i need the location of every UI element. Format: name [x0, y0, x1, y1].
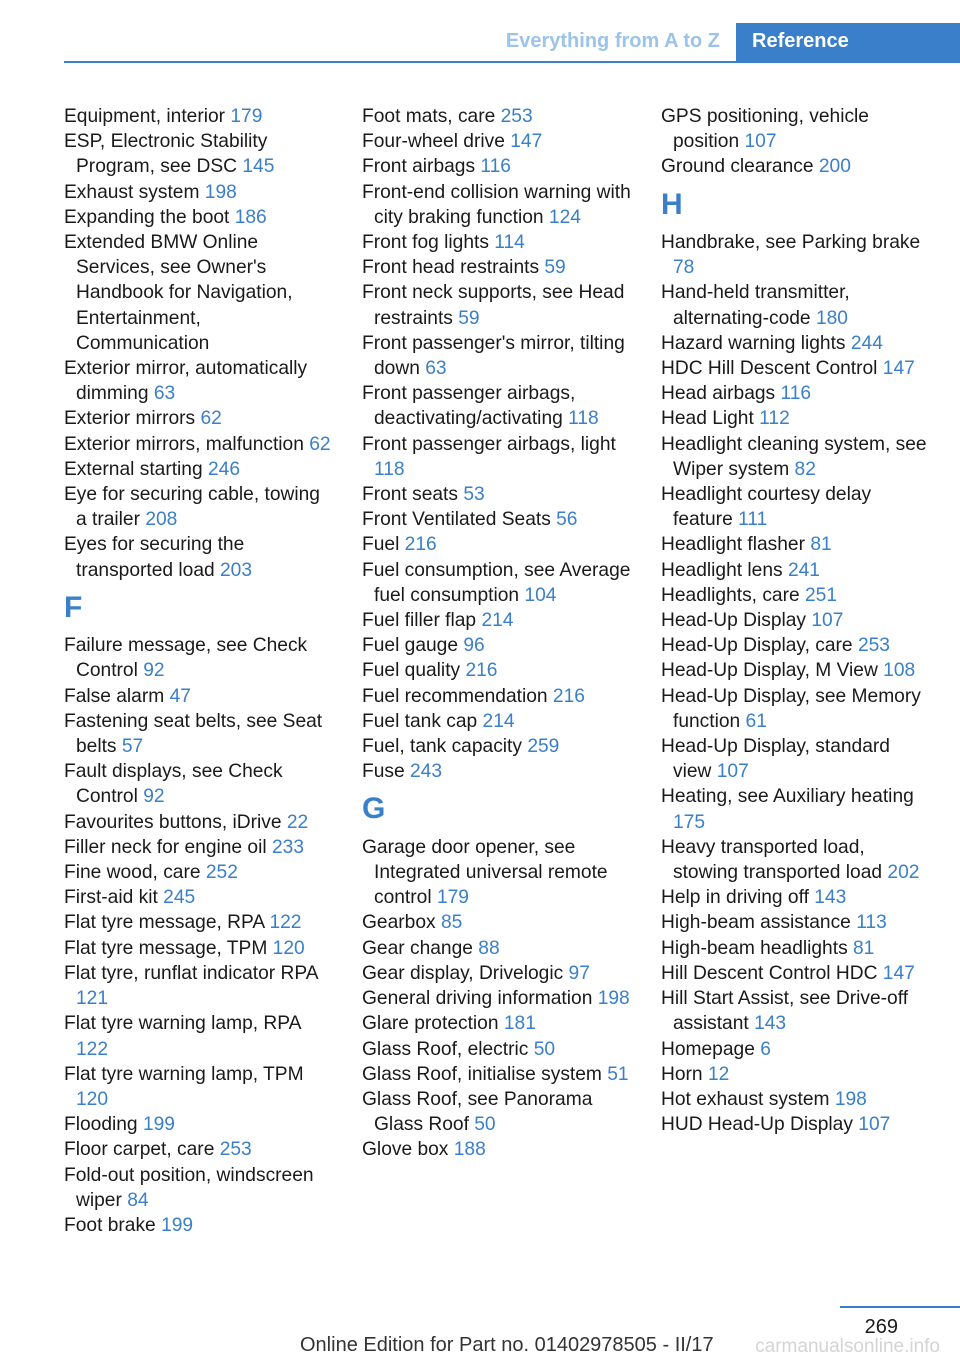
- index-entry-term: Headlight flasher: [661, 534, 805, 556]
- index-entry: [661, 633, 931, 658]
- index-entry: [362, 910, 632, 935]
- index-page-link[interactable]: 53: [463, 484, 485, 506]
- index-page-link[interactable]: 85: [440, 912, 463, 934]
- index-entry: [661, 432, 931, 482]
- index-page-link[interactable]: 12: [707, 1063, 730, 1085]
- index-page-link[interactable]: 120: [76, 1088, 109, 1110]
- index-entry-term: Head Light: [661, 408, 754, 430]
- index-entry: [661, 684, 931, 734]
- watermark: carmanualsonline.info: [755, 1336, 940, 1357]
- index-entry: [661, 784, 931, 834]
- index-page-link[interactable]: 56: [556, 509, 578, 531]
- index-page-link[interactable]: 51: [607, 1063, 629, 1085]
- index-entry: [64, 104, 334, 129]
- header-section-title: Everything from A to Z: [505, 30, 720, 52]
- index-page-link[interactable]: 118: [374, 458, 405, 480]
- index-entry: [64, 810, 334, 835]
- index-entry: [64, 432, 334, 457]
- index-entry-term: Hand-held transmitter, alternating-code: [661, 282, 850, 329]
- index-page-link[interactable]: 61: [745, 710, 767, 732]
- index-page-link[interactable]: 186: [234, 206, 267, 228]
- index-entry-term: Head-Up Display, care: [661, 635, 853, 657]
- index-entry: [661, 104, 931, 154]
- index-entry-term: Front fog lights: [362, 232, 489, 254]
- index-entry-term: Fuel gauge: [362, 635, 459, 657]
- index-entry-term: External starting: [64, 458, 203, 480]
- index-entry-term: Horn: [661, 1063, 703, 1085]
- index-entry: [661, 936, 931, 961]
- index-page-link[interactable]: 143: [814, 887, 847, 909]
- index-entry: [362, 759, 632, 784]
- index-entry: [64, 936, 334, 961]
- index-entry: [362, 532, 632, 557]
- index-page-link[interactable]: 147: [882, 962, 915, 984]
- index-entry-term: Headlights, care: [661, 584, 800, 606]
- index-entry-term: Fastening seat belts, see Seat belts: [64, 710, 323, 758]
- index-entry-term: Flooding: [64, 1114, 138, 1136]
- index-entry-term: False alarm: [64, 685, 165, 707]
- index-entry-term: General driving information: [362, 988, 593, 1010]
- index-page-link[interactable]: 116: [480, 156, 511, 178]
- index-entry-term: Flat tyre message, RPA: [64, 912, 265, 934]
- footer-rule: [840, 1306, 960, 1308]
- index-entry-term: Equipment, interior: [64, 106, 226, 127]
- header-tab-reference: [736, 23, 960, 63]
- index-entry: [64, 532, 334, 582]
- index-page-link[interactable]: 181: [503, 1013, 536, 1035]
- index-entry-term: Four-wheel drive: [362, 131, 505, 153]
- index-entry: [362, 1087, 632, 1137]
- index-entry-term: Heating, see Auxiliary heating: [661, 786, 914, 808]
- index-entry-term: Exterior mirrors, malfunction: [64, 433, 304, 455]
- index-entry: [661, 331, 931, 356]
- index-entry-term: Glare protection: [362, 1013, 499, 1035]
- index-entry-term: Front head restraints: [362, 257, 540, 279]
- index-page-link[interactable]: 92: [143, 660, 165, 682]
- index-page-link[interactable]: 147: [510, 131, 543, 153]
- index-entry: [362, 608, 632, 633]
- index-entry-term: Front airbags: [362, 156, 476, 178]
- index-entry: [661, 910, 931, 935]
- index-entry: [661, 230, 931, 280]
- index-entry-term: HUD Head-Up Display: [661, 1114, 853, 1136]
- index-entry: [64, 684, 334, 709]
- index-page-link[interactable]: 241: [787, 559, 820, 581]
- index-entry-term: Fuel tank cap: [362, 710, 478, 732]
- index-page-link[interactable]: 112: [759, 408, 790, 430]
- index-entry-term: Gear change: [362, 937, 473, 959]
- index-page-link[interactable]: 81: [810, 534, 832, 556]
- index-page-link[interactable]: 63: [425, 358, 447, 380]
- edition-note: Online Edition for Part no. 01402978505 - II/17: [300, 1334, 714, 1356]
- index-entry: [362, 507, 632, 532]
- index-entry-term: Front passenger airbags, deactivating/activating: [362, 383, 576, 430]
- index-page-link[interactable]: 180: [815, 307, 848, 329]
- index-page-link[interactable]: 97: [568, 962, 590, 984]
- index-entry-term: Hill Start Assist, see Drive-off assistant: [661, 988, 909, 1035]
- index-entry-term: Fuse: [362, 761, 405, 783]
- index-entry: [661, 482, 931, 532]
- index-entry-term: Exterior mirror, automatically dimming: [64, 358, 308, 405]
- index-entry-term: Hot exhaust system: [661, 1088, 830, 1110]
- index-page-link[interactable]: 200: [818, 156, 851, 178]
- index-entry-term: Glass Roof, initialise system: [362, 1063, 602, 1085]
- index-letter-heading: F: [64, 590, 83, 624]
- index-entry: [64, 230, 334, 356]
- index-entry: [362, 734, 632, 759]
- index-entry: [661, 381, 931, 406]
- index-entry-term: Fault displays, see Check Control: [64, 761, 283, 808]
- index-entry: [661, 532, 931, 557]
- index-entry: [362, 482, 632, 507]
- index-entry: [64, 860, 334, 885]
- index-entry: [64, 1112, 334, 1137]
- index-entry: [362, 154, 632, 179]
- index-entry: [661, 154, 931, 179]
- index-entry-term: Foot brake: [64, 1214, 156, 1236]
- index-entry: [64, 457, 334, 482]
- index-page-link[interactable]: 122: [269, 912, 302, 934]
- index-page-link[interactable]: 57: [121, 736, 144, 758]
- index-entry: [661, 406, 931, 431]
- index-page-link[interactable]: 78: [673, 257, 695, 279]
- index-page-link[interactable]: 216: [465, 660, 498, 682]
- index-page-link[interactable]: 81: [853, 937, 875, 959]
- index-entry-term: Head-Up Display, M View: [661, 660, 878, 682]
- index-page-link[interactable]: 214: [482, 710, 515, 732]
- index-entry-term: High-beam assistance: [661, 912, 851, 934]
- index-page-link[interactable]: 214: [481, 610, 514, 632]
- index-page-link[interactable]: 50: [533, 1038, 556, 1060]
- index-page-link[interactable]: 84: [127, 1189, 149, 1211]
- index-page-link[interactable]: 198: [204, 181, 237, 203]
- index-page-link[interactable]: 252: [205, 862, 238, 884]
- index-page-link[interactable]: 216: [404, 534, 437, 556]
- index-page-link[interactable]: 233: [271, 836, 304, 858]
- index-entry-term: HDC Hill Descent Control: [661, 358, 878, 380]
- index-page-link[interactable]: 107: [811, 610, 844, 632]
- index-entry-term: Floor carpet, care: [64, 1139, 215, 1161]
- index-entry: [661, 885, 931, 910]
- page-number: 269: [864, 1316, 898, 1338]
- index-page-link[interactable]: 253: [219, 1139, 252, 1161]
- index-page-link[interactable]: 203: [220, 559, 253, 581]
- index-entry-term: Fold-out position, windscreen wiper: [64, 1164, 314, 1211]
- index-entry: [64, 633, 334, 683]
- index-entry: [661, 608, 931, 633]
- index-page-link[interactable]: 124: [548, 206, 581, 228]
- index-entry: [661, 356, 931, 381]
- index-entry-term: Exterior mirrors: [64, 408, 196, 430]
- index-entry: [362, 986, 632, 1011]
- index-entry: [661, 583, 931, 608]
- index-page-link[interactable]: 63: [153, 383, 176, 405]
- index-entry-term: Front Ventilated Seats: [362, 509, 551, 531]
- index-entry: [64, 129, 334, 179]
- index-entry-term: Flat tyre warning lamp, RPA: [64, 1013, 301, 1035]
- index-page-link[interactable]: 82: [794, 458, 816, 480]
- index-entry-term: Favourites buttons, iDrive: [64, 811, 282, 833]
- index-page-link[interactable]: 245: [163, 887, 196, 909]
- index-page-link[interactable]: 147: [882, 358, 915, 380]
- index-entry: [362, 432, 632, 482]
- index-entry-term: Front seats: [362, 484, 458, 506]
- index-entry: [661, 658, 931, 683]
- index-page-link[interactable]: 88: [478, 937, 500, 959]
- index-entry: [64, 406, 334, 431]
- index-entry-term: Handbrake, see Parking brake: [661, 232, 921, 253]
- index-entry: [64, 1137, 334, 1162]
- index-entry: [362, 835, 632, 911]
- index-entry-term: Expanding the boot: [64, 206, 230, 228]
- index-letter-heading: H: [661, 187, 683, 221]
- index-entry: [661, 280, 931, 330]
- index-entry-term: Flat tyre warning lamp, TPM: [64, 1063, 304, 1085]
- index-entry-term: Foot mats, care: [362, 106, 496, 127]
- index-page-link[interactable]: 107: [744, 131, 777, 153]
- index-page-link[interactable]: 62: [200, 408, 222, 430]
- index-entry: [64, 1213, 334, 1238]
- index-page-link[interactable]: 175: [673, 811, 706, 833]
- index-entry-term: Flat tyre message, TPM: [64, 937, 268, 959]
- index-entry: [661, 1112, 931, 1137]
- index-entry-term: Head airbags: [661, 383, 776, 405]
- index-page-link[interactable]: 6: [760, 1038, 771, 1060]
- index-page-link[interactable]: 244: [850, 332, 883, 354]
- index-entry: [362, 558, 632, 608]
- index-entry: [362, 633, 632, 658]
- index-page-link[interactable]: 108: [883, 660, 916, 682]
- index-column-1: [64, 104, 334, 1238]
- index-entry-term: Gearbox: [362, 912, 436, 934]
- index-entry: [64, 180, 334, 205]
- index-page-link[interactable]: 59: [458, 307, 480, 329]
- index-page-link[interactable]: 114: [494, 232, 525, 254]
- index-page-link[interactable]: 113: [856, 912, 887, 934]
- index-entry: [362, 684, 632, 709]
- index-entry: [362, 709, 632, 734]
- index-entry-term: Front-end collision warning with city braking function: [362, 181, 631, 228]
- index-page-link[interactable]: 107: [716, 761, 749, 783]
- index-entry-term: Extended BMW Online Services, see Owner's Handbook for Navigation, Entertainment, Communication: [64, 232, 293, 354]
- index-page-link[interactable]: 116: [780, 383, 812, 405]
- index-entry-term: Flat tyre, runflat indicator RPA: [64, 962, 318, 984]
- index-page-link[interactable]: 216: [552, 685, 585, 707]
- index-entry: [362, 936, 632, 961]
- index-entry-term: Glass Roof, see Panorama Glass Roof: [362, 1088, 593, 1136]
- index-entry: [362, 129, 632, 154]
- index-page-link[interactable]: 96: [463, 635, 485, 657]
- index-entry: [64, 961, 334, 1011]
- index-entry-term: Failure message, see Check Control: [64, 635, 308, 682]
- index-page-link[interactable]: 188: [453, 1139, 486, 1161]
- index-page-link[interactable]: 179: [436, 887, 469, 909]
- index-entry-term: Filler neck for engine oil: [64, 836, 267, 858]
- index-page-link[interactable]: 199: [142, 1114, 175, 1136]
- index-page-link[interactable]: 202: [887, 862, 920, 884]
- index-entry: [362, 255, 632, 280]
- index-page-link[interactable]: 208: [145, 509, 178, 531]
- index-entry: [362, 230, 632, 255]
- index-entry: [661, 835, 931, 885]
- index-page-link[interactable]: 179: [230, 106, 263, 127]
- index-entry-term: Homepage: [661, 1038, 755, 1060]
- index-entry-term: Head-Up Display: [661, 610, 807, 632]
- index-page-link[interactable]: 199: [161, 1214, 194, 1236]
- index-entry-term: Glass Roof, electric: [362, 1038, 529, 1060]
- index-entry-term: Hill Descent Control HDC: [661, 962, 878, 984]
- index-page-link[interactable]: 145: [242, 156, 275, 178]
- index-entry: [362, 658, 632, 683]
- index-page-link[interactable]: 22: [286, 811, 309, 833]
- index-page-link[interactable]: 121: [76, 988, 109, 1010]
- index-entry-term: Eye for securing cable, towing a trailer: [64, 484, 320, 531]
- index-entry-term: High-beam headlights: [661, 937, 848, 959]
- index-entry-term: First-aid kit: [64, 887, 158, 909]
- index-page-link[interactable]: 246: [208, 458, 241, 480]
- index-entry-term: Front passenger airbags, light: [362, 433, 616, 455]
- index-entry-term: GPS positioning, vehicle position: [661, 106, 869, 153]
- index-page-link[interactable]: 120: [272, 937, 305, 959]
- index-entry-term: Fuel, tank capacity: [362, 736, 522, 758]
- index-page-link[interactable]: 107: [858, 1114, 891, 1136]
- index-page-link[interactable]: 118: [568, 408, 599, 430]
- index-entry-term: Fuel recommendation: [362, 685, 548, 707]
- index-page-link[interactable]: 243: [410, 761, 443, 783]
- index-entry: [362, 381, 632, 431]
- index-entry-term: Garage door opener, see Integrated universal remote control: [362, 836, 608, 909]
- index-entry: [362, 1137, 632, 1162]
- index-entry-term: Front neck supports, see Head restraints: [362, 282, 625, 329]
- index-page-link[interactable]: 198: [834, 1088, 867, 1110]
- index-page-link[interactable]: 59: [544, 257, 566, 279]
- index-entry-term: Fuel: [362, 534, 400, 556]
- index-entry: [362, 1062, 632, 1087]
- index-entry-term: Help in driving off: [661, 887, 809, 909]
- index-entry-term: ESP, Electronic Stability Program, see DSC: [64, 131, 268, 178]
- index-page-link[interactable]: 62: [309, 433, 331, 455]
- index-entry-term: Front passenger's mirror, tilting down: [362, 332, 625, 380]
- index-entry-term: Fuel quality: [362, 660, 461, 682]
- index-entry: [661, 1037, 931, 1062]
- index-entry: [661, 558, 931, 583]
- index-page-link[interactable]: 259: [527, 736, 560, 758]
- index-column-3: [661, 104, 931, 1137]
- index-letter-heading: G: [362, 792, 386, 826]
- index-entry-term: Headlight cleaning system, see Wiper system: [661, 433, 927, 480]
- index-entry: [362, 331, 632, 381]
- index-entry: [661, 734, 931, 784]
- header-tab-label: Reference: [752, 30, 849, 52]
- index-page-link[interactable]: 198: [597, 988, 630, 1010]
- index-entry: [661, 986, 931, 1036]
- index-page-link[interactable]: 253: [500, 106, 533, 127]
- index-entry: [64, 482, 334, 532]
- index-page-link[interactable]: 143: [754, 1013, 787, 1035]
- index-entry-term: Head-Up Display, standard view: [661, 736, 890, 783]
- index-column-2: [362, 104, 632, 1163]
- index-entry: [64, 885, 334, 910]
- index-page-link[interactable]: 111: [738, 509, 768, 531]
- index-entry: [64, 356, 334, 406]
- index-entry-term: Gear display, Drivelogic: [362, 962, 564, 984]
- index-page-link[interactable]: 50: [474, 1114, 496, 1136]
- index-entry-term: Glove box: [362, 1139, 449, 1161]
- index-entry: [362, 180, 632, 230]
- index-entry: [362, 961, 632, 986]
- index-entry-term: Heavy transported load, stowing transported load: [661, 836, 883, 884]
- index-entry: [661, 1062, 931, 1087]
- index-entry: [64, 709, 334, 759]
- index-entry: [362, 1011, 632, 1036]
- index-page-link[interactable]: 104: [524, 584, 557, 606]
- index-entry-term: Headlight lens: [661, 559, 783, 581]
- index-entry-term: Head-Up Display, see Memory function: [661, 685, 921, 732]
- index-entry: [64, 1062, 334, 1112]
- index-entry-term: Headlight courtesy delay feature: [661, 484, 872, 531]
- index-entry-term: Eyes for securing the transported load: [64, 534, 245, 581]
- index-entry: [64, 835, 334, 860]
- index-page-link[interactable]: 47: [169, 685, 191, 707]
- index-entry: [64, 205, 334, 230]
- index-entry: [362, 280, 632, 330]
- index-page-link[interactable]: 92: [143, 786, 165, 808]
- index-entry: [64, 759, 334, 809]
- index-entry: [661, 961, 931, 986]
- index-page-link[interactable]: 122: [76, 1038, 109, 1060]
- index-entry-term: Fine wood, care: [64, 862, 201, 884]
- index-page-link[interactable]: 251: [805, 584, 838, 606]
- index-entry-term: Hazard warning lights: [661, 332, 846, 354]
- index-entry-term: Ground clearance: [661, 156, 814, 178]
- index-entry-term: Fuel filler flap: [362, 610, 477, 632]
- index-page-link[interactable]: 253: [857, 635, 890, 657]
- index-entry: [64, 1163, 334, 1213]
- index-entry: [64, 1011, 334, 1061]
- index-entry-term: Fuel consumption, see Average fuel consumption: [362, 559, 631, 606]
- index-entry: [362, 104, 632, 129]
- index-entry: [362, 1037, 632, 1062]
- index-entry: [661, 1087, 931, 1112]
- index-entry-term: Exhaust system: [64, 181, 200, 203]
- index-entry: [64, 910, 334, 935]
